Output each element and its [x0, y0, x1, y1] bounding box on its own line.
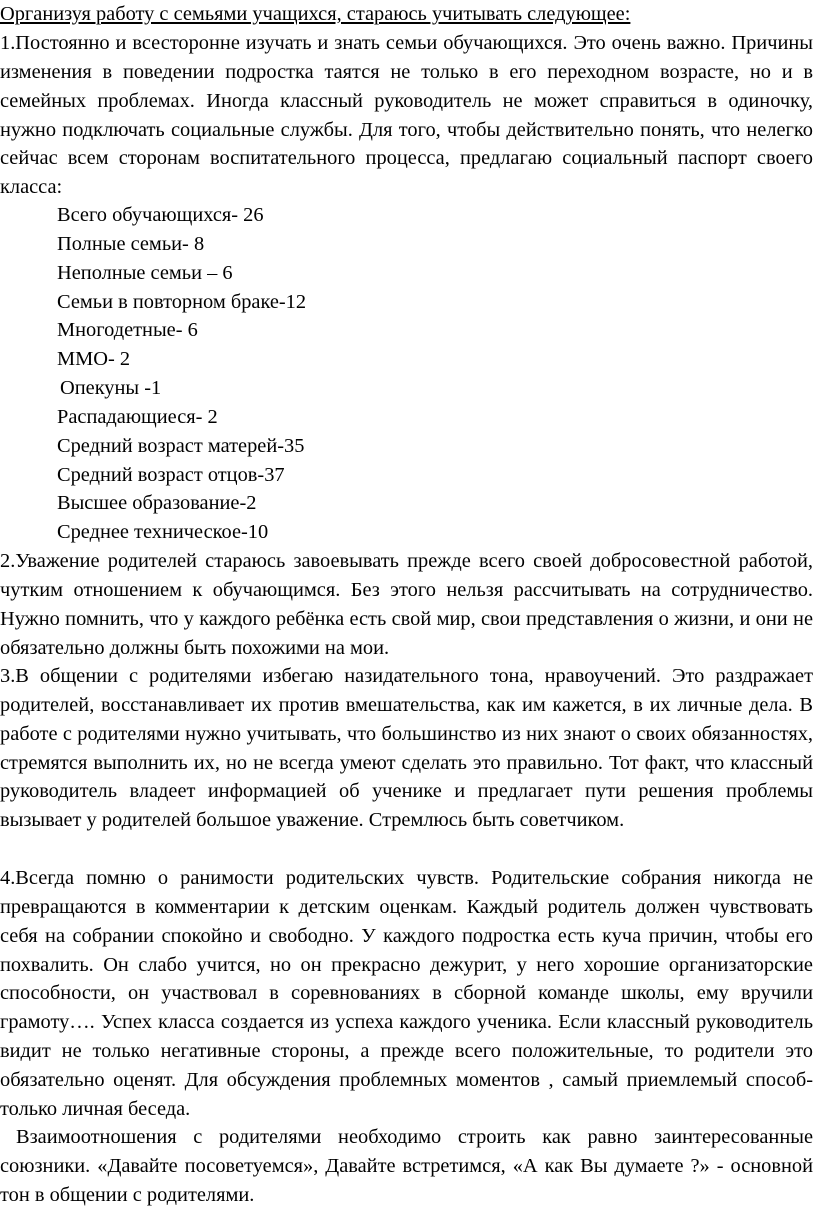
list-item: Неполные семьи – 6 [57, 261, 233, 284]
list-item: Распадающиеся- 2 [57, 405, 218, 428]
list-item: Высшее образование-2 [57, 492, 257, 515]
list-item: Средний возраст матерей-35 [57, 434, 305, 457]
paragraph-4: 4.Всегда помню о ранимости родительских чувств. Родительские собрания никогда не превращаются в комментарии к детским оценкам. Каждый родитель должен чувствовать себя на собрании спокойно и свободно. У каждого подростка есть куча причин, чтобы его похвалить. Он слабо учится, но он прекрасно дежурит, у него хорошие организаторские способности, он участвовал в соревнованиях в сборной команде школы, ему вручили грамоту…. Успех класса создается из успеха каждого ученика. Если классный руководитель видит не только негативные стороны, а прежде всего положительные, то родители это обязательно оценят. Для обсуждения проблемных моментов , самый приемлемый способ- только личная беседа. [0, 867, 813, 1120]
paragraph-3: 3.В общении с родителями избегаю назидательного тона, нравоучений. Это раздражает родителей, восстанавливает их против вмешательства, как им кажется, в их личные дела. В работе с родителями нужно учитывать, что большинство из них знают о своих обязанностях, стремятся выполнить их, но не всегда умеют сделать это правильно. Тот факт, что классный руководитель владеет информацией об ученике и предлагает пути решения проблемы вызывает у родителей большое уважение. Стремлюсь быть советчиком. [0, 665, 813, 832]
list-item: Средний возраст отцов-37 [57, 463, 285, 486]
paragraph-1: 1.Постоянно и всесторонне изучать и знать семьи обучающихся. Это очень важно. Причины изменения в поведении подростка таятся не только в его переходном возрасте, но и в семейных проблемах. Иногда классный руководитель не может справиться в одиночку, нужно подключать социальные службы. Для того, чтобы действительно понять, что нелегко сейчас всем сторонам воспитательного процесса, предлагаю социальный паспорт своего класса: [0, 32, 813, 199]
list-item: Всего обучающихся- 26 [57, 204, 264, 226]
social-passport-list [57, 201, 306, 547]
list-item: Опекуны -1 [60, 377, 162, 400]
list-item: ММО- 2 [57, 348, 131, 371]
paragraph-2: 2.Уважение родителей стараюсь завоевывать прежде всего своей добросовестной работой, чутким отношением к обучающимся. Без этого нельзя рассчитывать на сотрудничество. Нужно помнить, что у каждого ребёнка есть свой мир, свои представления о жизни, и они не обязательно должны быть похожими на мои. [0, 550, 813, 659]
list-item: Семьи в повторном браке-12 [57, 290, 307, 313]
list-item: Многодетные- 6 [57, 319, 198, 342]
list-item: Среднее техническое-10 [57, 521, 269, 544]
paragraph-5: Взаимоотношения с родителями необходимо строить как равно заинтересованные союзники. «Давайте посоветуемся», Давайте встретимся, «А как Вы думаете ?» - основной тон в общении с родителями. [0, 1126, 813, 1206]
document-heading: Организуя работу с семьями учащихся, стараюсь учитывать следующее: [0, 3, 631, 25]
list-item: Полные семьи- 8 [57, 232, 205, 255]
